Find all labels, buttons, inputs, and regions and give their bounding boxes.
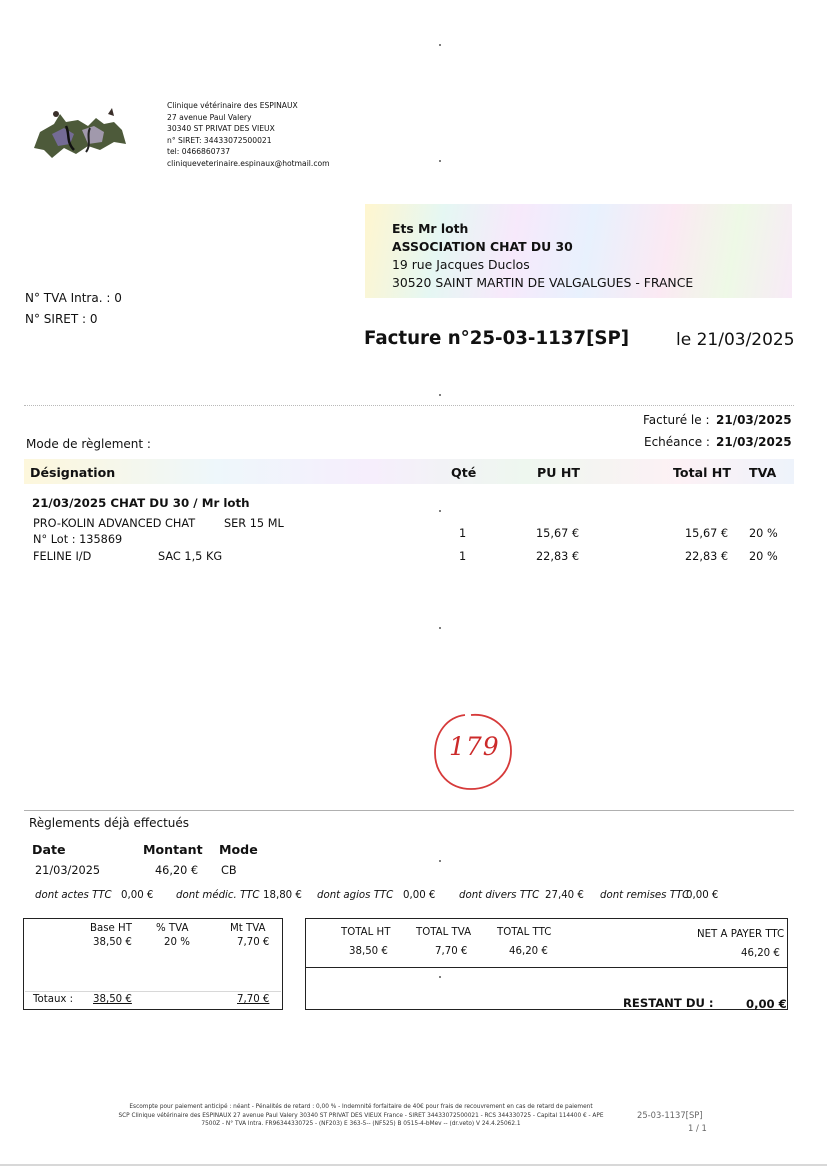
row2-name: FELINE I/D	[33, 550, 92, 563]
row1-tva: 20 %	[749, 527, 778, 540]
net-value: 46,20 €	[741, 948, 780, 959]
clinic-email: cliniqueveterinaire.espinaux@hotmail.com	[167, 158, 330, 168]
medic-label: dont médic. TTC	[176, 890, 260, 901]
handwritten-number: 179	[449, 732, 500, 761]
scan-speck	[439, 976, 441, 978]
col-qty: Qté	[451, 465, 477, 480]
scan-speck	[439, 44, 441, 46]
divers-label: dont divers TTC	[459, 890, 540, 901]
clinic-name: Clinique vétérinaire des ESPINAUX	[167, 101, 298, 110]
clinic-address-block	[167, 100, 330, 170]
row1-total: 15,67 €	[685, 527, 729, 540]
client-city: 30520 SAINT MARTIN DE VALGALGUES - FRANCE	[392, 275, 694, 290]
col-designation: Désignation	[30, 465, 116, 480]
tva-intra: N° TVA Intra. : 0	[25, 291, 122, 305]
tva-base-value: 38,50 €	[93, 937, 132, 948]
total-ttc-label: TOTAL TTC	[497, 927, 552, 938]
tva-totals-label: Totaux :	[33, 994, 74, 1005]
client-street: 19 rue Jacques Duclos	[392, 257, 530, 272]
scan-speck	[439, 160, 441, 162]
tva-rate-label: % TVA	[156, 923, 189, 934]
total-ht-label: TOTAL HT	[341, 927, 391, 938]
actes-label: dont actes TTC	[35, 890, 112, 901]
row2-tva: 20 %	[749, 550, 778, 563]
agios-value: 0,00 €	[403, 890, 436, 901]
clinic-street: 27 avenue Paul Valery	[167, 112, 252, 122]
legal-footer	[0, 1103, 722, 1129]
client-org: ASSOCIATION CHAT DU 30	[392, 239, 573, 254]
payments-separator	[24, 810, 794, 811]
due-remaining-value: 0,00 €	[746, 997, 787, 1011]
scan-speck	[439, 627, 441, 629]
due-label: Echéance :	[644, 435, 710, 449]
tva-rate-value: 20 %	[164, 937, 190, 948]
due-date: 21/03/2025	[716, 435, 792, 449]
row2-total: 22,83 €	[685, 550, 729, 563]
payments-col-date: Date	[32, 842, 66, 857]
row2-qty: 1	[459, 550, 467, 563]
payment-mode: CB	[221, 864, 237, 877]
header-separator	[24, 405, 794, 406]
footer-line-1: Escompte pour paiement anticipé : néant - Pénalités de retard : 0,00 % - Indemnité forfaitaire de 40€ pour frais de recouvrement en cas de retard de paiement	[129, 1104, 593, 1110]
row1-lot: N° Lot : 135869	[33, 533, 123, 546]
siret-number: N° SIRET : 0	[25, 312, 98, 326]
payments-col-amount: Montant	[143, 842, 203, 857]
row2-pu: 22,83 €	[536, 550, 580, 563]
tva-totals-mt: 7,70 €	[237, 994, 270, 1005]
totals-inner-divider	[306, 967, 787, 968]
scan-speck	[439, 394, 441, 396]
tva-totals-base: 38,50 €	[93, 994, 132, 1005]
payment-mode-label: Mode de règlement :	[26, 437, 151, 451]
invoiced-label: Facturé le :	[643, 413, 710, 427]
clinic-siret: n° SIRET: 34433072500021	[167, 135, 272, 145]
client-address-block	[392, 220, 693, 292]
invoice-title: Facture n°25-03-1137[SP]	[364, 328, 630, 349]
agios-label: dont agios TTC	[317, 890, 394, 901]
actes-value: 0,00 €	[121, 890, 154, 901]
scan-speck	[439, 860, 441, 862]
row2-pack: SAC 1,5 KG	[158, 550, 223, 563]
row1-name: PRO-KOLIN ADVANCED CHAT	[33, 517, 196, 530]
col-pu: PU HT	[537, 465, 580, 480]
remises-value: 0,00 €	[686, 890, 719, 901]
total-ttc-value: 46,20 €	[509, 946, 548, 957]
col-tva: TVA	[749, 465, 777, 480]
payments-col-mode: Mode	[219, 842, 258, 857]
group-title: 21/03/2025 CHAT DU 30 / Mr loth	[32, 496, 250, 510]
due-remaining-label: RESTANT DU :	[623, 996, 714, 1010]
divers-value: 27,40 €	[545, 890, 584, 901]
payment-amount: 46,20 €	[155, 864, 199, 877]
row1-pu: 15,67 €	[536, 527, 580, 540]
clinic-phone: tel: 0466860737	[167, 147, 231, 157]
total-ht-value: 38,50 €	[349, 946, 388, 957]
payments-title: Règlements déjà effectués	[29, 816, 190, 830]
footer-ref: 25-03-1137[SP]	[637, 1110, 703, 1120]
remises-label: dont remises TTC	[600, 890, 690, 901]
footer-line-2: SCP Clinique vétérinaire des ESPINAUX 27 avenue Paul Valery 30340 ST PRIVAT DES VIEUX France - SIRET 34433072500021 - RCS 344330725 - Capital 114400 € - APE	[118, 1112, 604, 1119]
clinic-city: 30340 ST PRIVAT DES VIEUX	[167, 124, 275, 134]
footer-line-3: 7500Z - N° TVA Intra. FR96344330725 - (NF203) E 363-5-- (NF525) B 0515-4-bMev -- (dr.veto) V 24.4.25062.1	[201, 1121, 521, 1127]
invoiced-date: 21/03/2025	[716, 413, 792, 427]
row1-pack: SER 15 ML	[224, 517, 284, 530]
page-bottom-edge	[0, 1164, 827, 1166]
client-name: Ets Mr loth	[392, 221, 469, 236]
row1-qty: 1	[459, 527, 467, 540]
col-total: Total HT	[673, 465, 731, 480]
total-tva-value: 7,70 €	[435, 946, 468, 957]
medic-value: 18,80 €	[263, 890, 302, 901]
invoice-date: le 21/03/2025	[676, 330, 795, 350]
footer-page: 1 / 1	[688, 1123, 707, 1133]
tva-totals-separator	[25, 991, 281, 992]
scan-speck	[439, 510, 441, 512]
net-label: NET A PAYER TTC	[697, 929, 785, 940]
total-tva-label: TOTAL TVA	[416, 927, 472, 938]
tva-mt-value: 7,70 €	[237, 937, 270, 948]
payment-date: 21/03/2025	[35, 864, 101, 877]
clinic-logo	[30, 104, 130, 166]
tva-mt-label: Mt TVA	[230, 923, 266, 934]
tva-base-label: Base HT	[90, 923, 132, 934]
